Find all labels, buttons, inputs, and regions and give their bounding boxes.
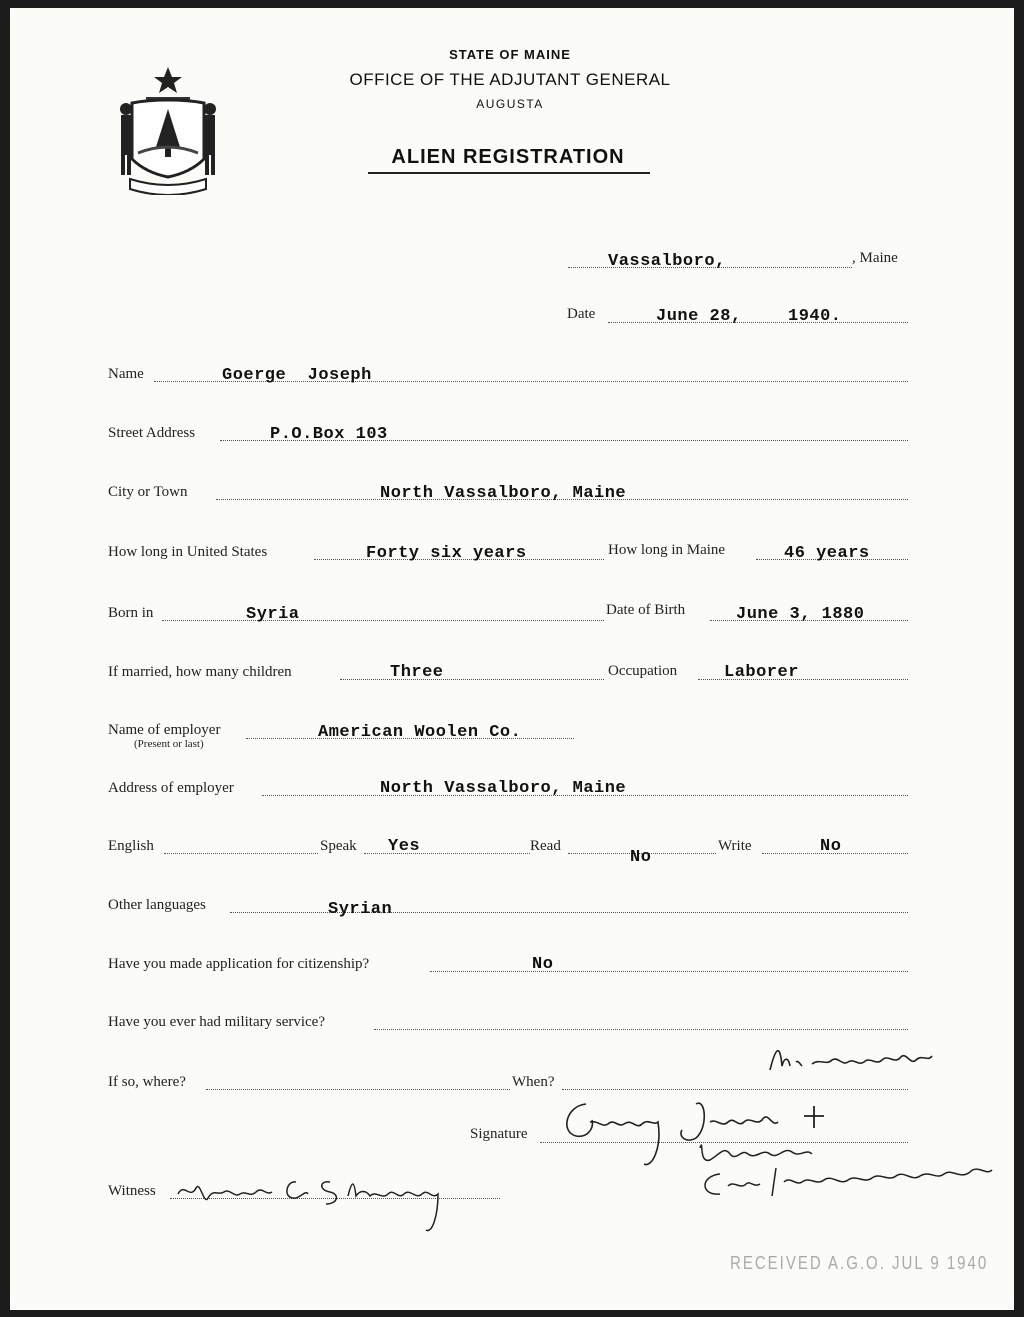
write-value: No bbox=[820, 837, 842, 856]
citizenship-line bbox=[430, 971, 908, 972]
read-label: Read bbox=[530, 838, 561, 854]
maine-state-seal-icon bbox=[112, 63, 224, 195]
date-line bbox=[608, 322, 908, 323]
where-line bbox=[206, 1089, 510, 1090]
name-label: Name bbox=[108, 366, 144, 382]
form-title: ALIEN REGISTRATION bbox=[391, 146, 625, 168]
citizenship-label: Have you made application for citizenship? bbox=[108, 956, 370, 972]
city-value: North Vassalboro, Maine bbox=[380, 484, 627, 503]
witness-label: Witness bbox=[108, 1183, 156, 1199]
employer-value: American Woolen Co. bbox=[318, 723, 522, 742]
date-of-birth-value: June 3, 1880 bbox=[736, 605, 865, 624]
children-line bbox=[340, 679, 604, 680]
received-stamp: RECEIVED A.G.O. JUL 9 1940 bbox=[730, 1252, 989, 1275]
occupation-value: Laborer bbox=[724, 663, 799, 682]
english-label: English bbox=[108, 838, 154, 854]
born-in-label: Born in bbox=[108, 605, 154, 621]
location-state-label: , Maine bbox=[852, 250, 898, 266]
date-label: Date bbox=[567, 306, 596, 322]
date-of-birth-label: Date of Birth bbox=[606, 602, 686, 618]
office-heading: OFFICE OF THE ADJUTANT GENERAL bbox=[349, 70, 671, 89]
read-value: No bbox=[630, 848, 652, 867]
military-line bbox=[374, 1029, 908, 1030]
title-underline bbox=[368, 172, 650, 174]
born-in-line bbox=[162, 620, 604, 621]
when-label: When? bbox=[512, 1074, 555, 1090]
english-line bbox=[164, 853, 318, 854]
his-mark-handwriting-icon bbox=[760, 1036, 940, 1080]
city-label: City or Town bbox=[108, 484, 188, 500]
how-long-maine-label: How long in Maine bbox=[608, 542, 726, 558]
name-value: Goerge Joseph bbox=[222, 366, 372, 385]
signature-label: Signature bbox=[470, 1126, 528, 1142]
how-long-us-value: Forty six years bbox=[366, 544, 527, 563]
employer-label: Name of employer bbox=[108, 722, 221, 738]
date-month-day: June 28, bbox=[656, 307, 742, 326]
citizenship-value: No bbox=[532, 955, 554, 974]
location-value: Vassalboro, bbox=[608, 252, 726, 271]
employer-address-value: North Vassalboro, Maine bbox=[380, 779, 627, 798]
date-year: 1940. bbox=[788, 307, 842, 326]
registration-form bbox=[10, 8, 1014, 1310]
how-long-maine-value: 46 years bbox=[784, 544, 870, 563]
write-label: Write bbox=[718, 838, 752, 854]
where-label: If so, where? bbox=[108, 1074, 186, 1090]
other-languages-value: Syrian bbox=[328, 900, 393, 919]
born-in-value: Syria bbox=[246, 605, 300, 624]
speak-value: Yes bbox=[388, 837, 421, 856]
witnessed-handwriting-icon bbox=[680, 1124, 1000, 1204]
speak-label: Speak bbox=[320, 838, 357, 854]
occupation-label: Occupation bbox=[608, 663, 678, 679]
other-languages-label: Other languages bbox=[108, 897, 206, 913]
employer-address-label: Address of employer bbox=[108, 780, 234, 796]
children-value: Three bbox=[390, 663, 444, 682]
military-label: Have you ever had military service? bbox=[108, 1014, 325, 1030]
children-label: If married, how many children bbox=[108, 664, 292, 680]
street-address-label: Street Address bbox=[108, 425, 196, 441]
state-heading: STATE OF MAINE bbox=[449, 47, 571, 62]
employer-sublabel: (Present or last) bbox=[134, 738, 204, 750]
city-heading: AUGUSTA bbox=[476, 97, 544, 111]
how-long-us-label: How long in United States bbox=[108, 544, 268, 560]
street-address-value: P.O.Box 103 bbox=[270, 425, 388, 444]
witness-signature-handwriting-icon bbox=[170, 1160, 470, 1240]
